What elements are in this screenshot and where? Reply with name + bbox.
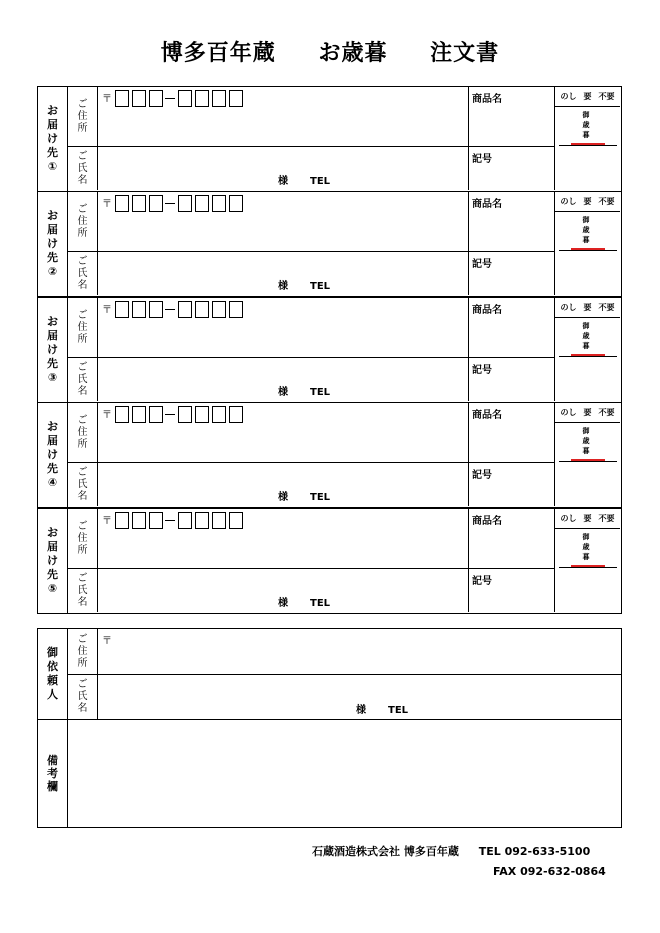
noshi-gosei-text [581, 426, 591, 456]
gosei-char: 御 [582, 216, 590, 224]
zip-box[interactable] [178, 90, 192, 107]
address-label-char: 所 [77, 227, 88, 239]
memo-label [38, 720, 68, 827]
zip-code-field[interactable] [102, 90, 243, 107]
gosei-char: 御 [582, 533, 590, 541]
address-field[interactable] [98, 87, 469, 147]
address-label-char: ご [77, 203, 88, 215]
noshi-gosei-text [581, 110, 591, 140]
zip-mark: 〒 [102, 410, 112, 421]
name-field[interactable] [98, 463, 469, 506]
address-label-char: 住 [77, 110, 88, 122]
gosei-char: 暮 [582, 131, 590, 139]
mark-label: 記号 [472, 576, 492, 587]
address-label-char: 所 [77, 122, 88, 134]
zip-box[interactable] [195, 406, 209, 423]
recipient-number: ④ [47, 476, 58, 489]
noshi-need-option[interactable]: 要 [583, 92, 592, 101]
noshi-header [555, 403, 620, 423]
name-label-char: 氏 [77, 267, 88, 279]
address-label-char: ご [77, 414, 88, 426]
noshi-not-need-option[interactable]: 不要 [598, 303, 615, 312]
name-label-char: 名 [77, 490, 88, 502]
noshi-section [555, 509, 620, 612]
zip-box[interactable] [229, 301, 243, 318]
gosei-char: 暮 [582, 447, 590, 455]
zip-box[interactable] [195, 301, 209, 318]
recipient-label-char: 先 [47, 568, 58, 581]
tel-label: TEL [310, 176, 331, 187]
name-label-char: ご [77, 572, 88, 584]
footer-fax-label: FAX [493, 865, 517, 878]
zip-box[interactable] [178, 406, 192, 423]
recipient-label-char: 届 [47, 434, 58, 447]
recipient-label [38, 509, 68, 613]
zip-box[interactable] [115, 406, 129, 423]
tel-label: TEL [310, 281, 331, 292]
address-label-char: 所 [77, 657, 88, 669]
recipient-number: ② [47, 265, 58, 278]
name-field[interactable] [98, 569, 469, 612]
requester-address-field[interactable] [98, 629, 621, 675]
zip-box[interactable] [212, 195, 226, 212]
gosei-red-line [571, 459, 605, 461]
zip-dash [165, 520, 175, 521]
name-label [68, 569, 98, 612]
requester-label-char: 頼 [47, 674, 58, 687]
recipient-label [38, 298, 68, 402]
product-name-field[interactable] [469, 509, 555, 569]
tel-label: TEL [310, 492, 331, 503]
name-label-char: ご [77, 255, 88, 267]
zip-box[interactable] [212, 301, 226, 318]
name-label [68, 463, 98, 506]
noshi-gosei-area [559, 318, 617, 357]
product-name-label: 商品名 [472, 305, 502, 316]
name-label [68, 147, 98, 190]
zip-code-field[interactable] [102, 406, 243, 423]
gosei-char: 歳 [582, 121, 590, 129]
mark-field[interactable] [469, 358, 555, 401]
address-field[interactable] [98, 298, 469, 358]
recipient-label [38, 403, 68, 507]
recipient-number: ③ [47, 371, 58, 384]
name-label-char: 氏 [77, 691, 88, 702]
footer-company: 石蔵酒造株式会社 [312, 845, 400, 858]
requester-address-label [68, 629, 98, 675]
memo-label-char: 欄 [47, 780, 58, 793]
zip-box[interactable] [229, 90, 243, 107]
noshi-header [555, 298, 620, 318]
zip-dash [165, 309, 175, 310]
noshi-need-option[interactable]: 要 [583, 408, 592, 417]
product-name-field[interactable] [469, 298, 555, 358]
requester-block [37, 628, 622, 828]
footer-company-line [312, 843, 590, 859]
zip-box[interactable] [149, 406, 163, 423]
zip-dash [165, 98, 175, 99]
gosei-char: 歳 [582, 226, 590, 234]
address-label-char: ご [77, 633, 88, 645]
zip-dash [165, 414, 175, 415]
recipient-label-char: け [47, 554, 58, 567]
recipient-number: ⑤ [47, 582, 58, 595]
noshi-need-option[interactable]: 要 [583, 197, 592, 206]
recipient-label-char: 先 [47, 462, 58, 475]
recipient-label-char: 届 [47, 223, 58, 236]
recipient-label-char: お [47, 209, 58, 222]
noshi-gosei-area [559, 107, 617, 146]
product-name-field[interactable] [469, 403, 555, 463]
address-label-char: ご [77, 520, 88, 532]
zip-box[interactable] [212, 90, 226, 107]
mark-label: 記号 [472, 154, 492, 165]
address-field[interactable] [98, 403, 469, 463]
address-label-char: 所 [77, 333, 88, 345]
mark-field[interactable] [469, 147, 555, 190]
mark-field[interactable] [469, 463, 555, 506]
recipient-label-char: 届 [47, 329, 58, 342]
recipient-label-char: 先 [47, 357, 58, 370]
zip-mark: 〒 [102, 516, 112, 527]
name-label-char: 名 [77, 174, 88, 186]
zip-code-field[interactable] [102, 301, 243, 318]
zip-box[interactable] [178, 195, 192, 212]
noshi-gosei-text [581, 532, 591, 562]
zip-box[interactable] [149, 90, 163, 107]
recipient-block-4 [37, 402, 622, 508]
footer-brand: 博多百年蔵 [403, 845, 459, 858]
gosei-char: 暮 [582, 553, 590, 561]
noshi-label: のし [560, 408, 577, 417]
address-label-char: 所 [77, 544, 88, 556]
name-label-char: 名 [77, 279, 88, 291]
footer-fax-line [493, 865, 606, 878]
name-label-char: 氏 [77, 162, 88, 174]
recipient-label-char: お [47, 104, 58, 117]
noshi-not-need-option[interactable]: 不要 [598, 92, 615, 101]
zip-box[interactable] [195, 195, 209, 212]
noshi-section [555, 87, 620, 190]
recipient-label-char: 先 [47, 146, 58, 159]
zip-box[interactable] [132, 406, 146, 423]
page-title [0, 36, 660, 67]
noshi-label: のし [560, 303, 577, 312]
product-name-label: 商品名 [472, 199, 502, 210]
requester-sama-label: 様 [356, 705, 366, 716]
name-label-char: ご [77, 466, 88, 478]
address-label-char: 住 [77, 215, 88, 227]
address-label-char: 住 [77, 426, 88, 438]
sama-label: 様 [278, 176, 288, 187]
name-label-char: ご [77, 150, 88, 162]
recipient-label-char: 届 [47, 118, 58, 131]
footer-tel-label: TEL [478, 845, 501, 858]
gosei-char: 歳 [582, 543, 590, 551]
zip-code-field[interactable] [102, 195, 243, 212]
requester-tel-label: TEL [388, 705, 409, 716]
mark-field[interactable] [469, 569, 555, 612]
requester-label-char: 人 [47, 688, 58, 701]
requester-zip-mark: 〒 [102, 636, 112, 647]
zip-box[interactable] [212, 512, 226, 529]
zip-box[interactable] [195, 512, 209, 529]
recipient-label-char: け [47, 448, 58, 461]
name-label [68, 358, 98, 401]
gosei-char: 暮 [582, 236, 590, 244]
product-name-field[interactable] [469, 192, 555, 252]
requester-name-field[interactable] [98, 675, 621, 720]
address-label-char: 住 [77, 321, 88, 333]
gosei-red-line [571, 565, 605, 567]
zip-mark: 〒 [102, 305, 112, 316]
requester-label [38, 629, 68, 720]
zip-box[interactable] [178, 512, 192, 529]
sama-label: 様 [278, 387, 288, 398]
name-label-char: 名 [77, 385, 88, 397]
address-label [68, 298, 98, 358]
footer-fax: 092-632-0864 [520, 865, 606, 878]
recipient-block-5 [37, 508, 622, 614]
requester-name-label [68, 675, 98, 720]
sama-label: 様 [278, 598, 288, 609]
noshi-label: のし [560, 514, 577, 523]
noshi-header [555, 87, 620, 107]
product-name-label: 商品名 [472, 516, 502, 527]
product-name-label: 商品名 [472, 410, 502, 421]
recipient-block-1 [37, 86, 622, 192]
address-label-char: ご [77, 98, 88, 110]
zip-mark: 〒 [102, 199, 112, 210]
zip-box[interactable] [132, 512, 146, 529]
product-name-field[interactable] [469, 87, 555, 147]
tel-label: TEL [310, 598, 331, 609]
gosei-char: 御 [582, 111, 590, 119]
title-form: 注文書 [430, 41, 500, 66]
recipient-label-char: 届 [47, 540, 58, 553]
gosei-char: 歳 [582, 437, 590, 445]
noshi-not-need-option[interactable]: 不要 [598, 197, 615, 206]
recipient-label [38, 87, 68, 191]
noshi-section [555, 403, 620, 506]
gosei-red-line [571, 248, 605, 250]
address-label [68, 192, 98, 252]
name-label-char: 名 [77, 596, 88, 608]
mark-field[interactable] [469, 252, 555, 295]
zip-box[interactable] [115, 512, 129, 529]
sama-label: 様 [278, 492, 288, 503]
zip-box[interactable] [229, 406, 243, 423]
memo-field[interactable] [68, 720, 621, 827]
zip-box[interactable] [149, 512, 163, 529]
noshi-not-need-option[interactable]: 不要 [598, 514, 615, 523]
zip-box[interactable] [229, 512, 243, 529]
gosei-char: 御 [582, 322, 590, 330]
mark-label: 記号 [472, 470, 492, 481]
mark-label: 記号 [472, 365, 492, 376]
address-label [68, 403, 98, 463]
zip-code-field[interactable] [102, 512, 243, 529]
noshi-need-option[interactable]: 要 [583, 303, 592, 312]
noshi-gosei-text [581, 215, 591, 245]
gosei-char: 御 [582, 427, 590, 435]
gosei-red-line [571, 143, 605, 145]
recipient-label-char: お [47, 315, 58, 328]
sama-label: 様 [278, 281, 288, 292]
name-field[interactable] [98, 147, 469, 190]
recipient-number: ① [47, 160, 58, 173]
product-name-label: 商品名 [472, 94, 502, 105]
name-label-char: 氏 [77, 584, 88, 596]
zip-box[interactable] [132, 301, 146, 318]
recipient-label-char: け [47, 237, 58, 250]
name-label-char: ご [77, 679, 88, 690]
recipient-label-char: け [47, 343, 58, 356]
address-label-char: ご [77, 309, 88, 321]
zip-box[interactable] [212, 406, 226, 423]
zip-box[interactable] [132, 195, 146, 212]
address-label [68, 87, 98, 147]
footer-tel: 092-633-5100 [504, 845, 591, 858]
noshi-header [555, 192, 620, 212]
recipient-label-char: 先 [47, 251, 58, 264]
noshi-label: のし [560, 92, 577, 101]
name-label-char: 名 [77, 703, 88, 714]
noshi-section [555, 192, 620, 295]
name-label-char: 氏 [77, 478, 88, 490]
requester-label-char: 御 [47, 646, 58, 659]
zip-box[interactable] [149, 301, 163, 318]
zip-box[interactable] [132, 90, 146, 107]
name-label-char: ご [77, 361, 88, 373]
recipient-label-char: お [47, 526, 58, 539]
requester-label-char: 依 [47, 660, 58, 673]
zip-box[interactable] [149, 195, 163, 212]
address-label-char: 住 [77, 532, 88, 544]
name-field[interactable] [98, 358, 469, 401]
name-label [68, 252, 98, 295]
address-label-char: 住 [77, 645, 88, 657]
zip-box[interactable] [115, 301, 129, 318]
tel-label: TEL [310, 387, 331, 398]
address-field[interactable] [98, 509, 469, 569]
recipient-label-char: け [47, 132, 58, 145]
recipient-block-3 [37, 297, 622, 403]
gosei-char: 暮 [582, 342, 590, 350]
recipient-label-char: お [47, 420, 58, 433]
name-label-char: 氏 [77, 373, 88, 385]
noshi-gosei-area [559, 212, 617, 251]
memo-label-char: 考 [47, 767, 58, 780]
noshi-gosei-area [559, 423, 617, 462]
zip-dash [165, 203, 175, 204]
title-season: お歳暮 [318, 41, 388, 66]
noshi-gosei-area [559, 529, 617, 568]
mark-label: 記号 [472, 259, 492, 270]
address-label-char: 所 [77, 438, 88, 450]
title-brand: 博多百年蔵 [160, 41, 276, 66]
noshi-need-option[interactable]: 要 [583, 514, 592, 523]
recipient-label [38, 192, 68, 296]
noshi-section [555, 298, 620, 401]
gosei-char: 歳 [582, 332, 590, 340]
zip-box[interactable] [195, 90, 209, 107]
address-label [68, 509, 98, 569]
recipient-block-2 [37, 191, 622, 297]
address-field[interactable] [98, 192, 469, 252]
noshi-not-need-option[interactable]: 不要 [598, 408, 615, 417]
name-field[interactable] [98, 252, 469, 295]
zip-mark: 〒 [102, 94, 112, 105]
noshi-header [555, 509, 620, 529]
noshi-label: のし [560, 197, 577, 206]
zip-box[interactable] [115, 90, 129, 107]
noshi-gosei-text [581, 321, 591, 351]
memo-label-char: 備 [47, 754, 58, 767]
zip-box[interactable] [229, 195, 243, 212]
zip-box[interactable] [115, 195, 129, 212]
gosei-red-line [571, 354, 605, 356]
zip-box[interactable] [178, 301, 192, 318]
